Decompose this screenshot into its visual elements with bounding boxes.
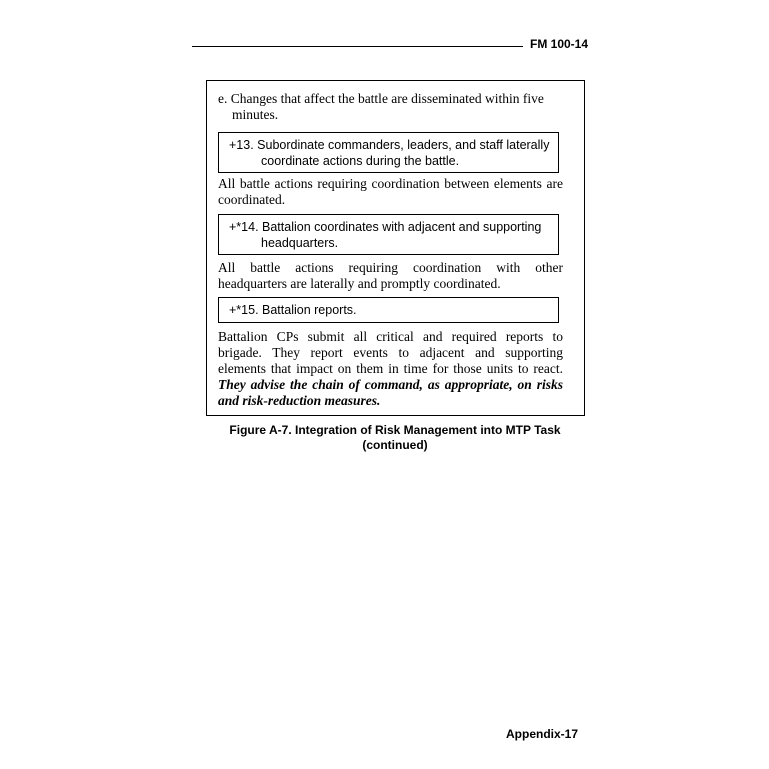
task-15-text: +*15. Battalion reports. — [229, 303, 357, 317]
figure-box — [206, 80, 585, 416]
task-15-standard — [218, 329, 563, 409]
figure-caption-line-2: (continued) — [362, 438, 428, 452]
task-15-risk-text: They advise the chain of command, as appropriate, on risks and risk-reduction measures. — [218, 377, 563, 408]
task-14-standard: All battle actions requiring coordination with other headquarters are laterally and promptly coordinated. — [218, 260, 563, 291]
figure-caption — [190, 423, 600, 453]
task-13-standard: All battle actions requiring coordination between elements are coordinated. — [218, 176, 563, 207]
task-13-text: +13. Subordinate commanders, leaders, and staff laterally coordinate actions during the battle. — [229, 138, 550, 168]
figure-caption-line-1: Figure A-7. Integration of Risk Management into MTP Task — [229, 423, 561, 437]
task-15-standard-text: Battalion CPs submit all critical and required reports to brigade. They report events to adjacent and supporting elements that impact on them in time for those units to react. — [218, 329, 563, 376]
page-number: Appendix-17 — [506, 727, 579, 741]
item-e-text: e. Changes that affect the battle are disseminated within five minutes. — [218, 91, 544, 122]
header-rule — [192, 46, 523, 47]
document-id: FM 100-14 — [530, 37, 589, 51]
task-14-text: +*14. Battalion coordinates with adjacent and supporting headquarters. — [229, 220, 542, 250]
